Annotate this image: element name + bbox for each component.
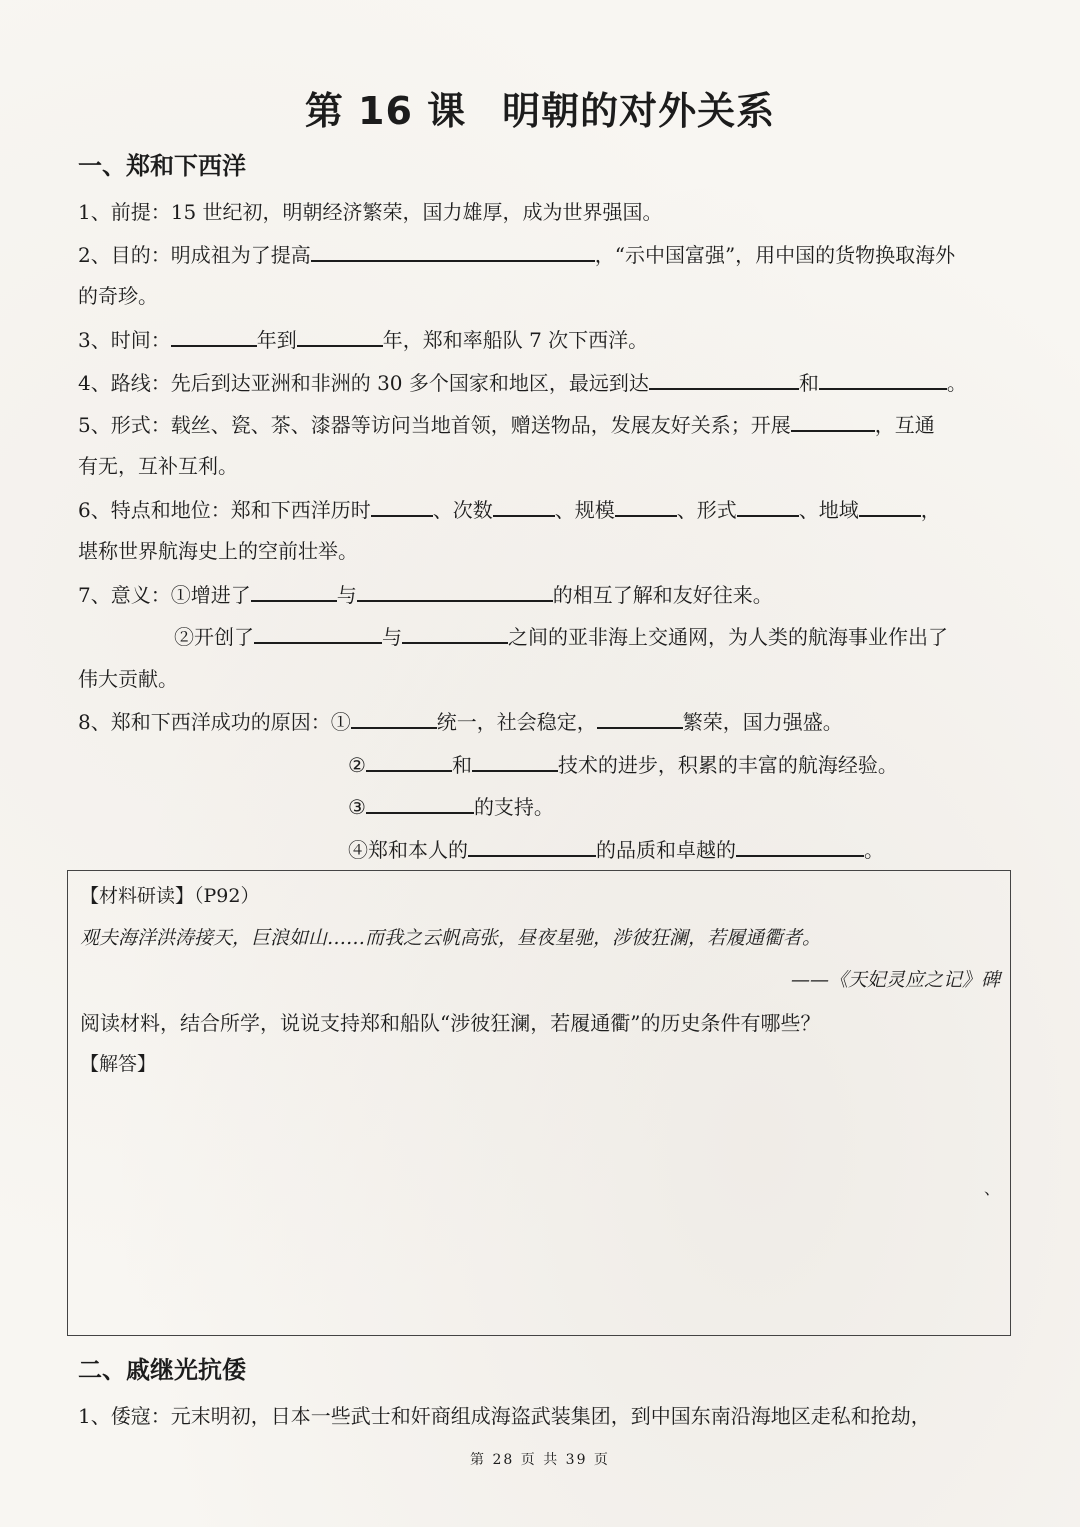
answer-label: 【解答】 bbox=[80, 1053, 157, 1075]
material-question: 阅读材料，结合所学，说说支持郑和船队“涉彼狂澜，若履通衢”的历史条件有哪些？ bbox=[80, 1011, 821, 1035]
fill-blank[interactable] bbox=[171, 325, 257, 347]
item-8-reasons-3: ③ 的支持。 bbox=[348, 792, 554, 821]
item-7-significance: 7、意义：①增进了 与 的相互了解和友好往来。 bbox=[78, 580, 773, 609]
material-source: ——《天妃灵应之记》碑 bbox=[790, 969, 1000, 991]
item-2-purpose-cont: 的奇珍。 bbox=[78, 284, 158, 308]
item-8-reasons-4: ④郑和本人的 的品质和卓越的 。 bbox=[348, 835, 884, 864]
fill-blank[interactable] bbox=[351, 707, 437, 729]
fill-blank[interactable] bbox=[251, 580, 337, 602]
section-heading-qijiguang: 二、戚继光抗倭 bbox=[78, 1356, 246, 1384]
item-7-significance-2: ②开创了 与 之间的亚非海上交通网，为人类的航海事业作出了 bbox=[174, 622, 948, 651]
fill-blank[interactable] bbox=[859, 495, 921, 517]
fill-blank[interactable] bbox=[736, 835, 864, 857]
fill-blank[interactable] bbox=[311, 240, 595, 262]
item-5-form: 5、形式：载丝、瓷、茶、漆器等访问当地首领，赠送物品，发展友好关系；开展 ，互通 bbox=[78, 410, 935, 439]
item-8-reasons-2: ② 和 技术的进步，积累的丰富的航海经验。 bbox=[348, 750, 898, 779]
fill-blank[interactable] bbox=[371, 495, 433, 517]
fill-blank[interactable] bbox=[493, 495, 555, 517]
material-quote: 观夫海洋洪涛接天，巨浪如山……而我之云帆高张，昼夜星驰，涉彼狂澜，若履通衢者。 bbox=[80, 927, 822, 949]
section2-item-1: 1、倭寇：元末明初，日本一些武士和奸商组成海盗武装集团，到中国东南沿海地区走私和抢劫， bbox=[78, 1404, 931, 1428]
fill-blank[interactable] bbox=[615, 495, 677, 517]
material-header: 【材料研读】（P92） bbox=[80, 885, 260, 907]
fill-blank[interactable] bbox=[357, 580, 553, 602]
item-4-route: 4、路线：先后到达亚洲和非洲的 30 多个国家和地区，最远到达 和 。 bbox=[78, 368, 967, 397]
item-5-form-cont: 有无，互补互利。 bbox=[78, 454, 238, 478]
section-heading-zhenghe: 一、郑和下西洋 bbox=[78, 152, 246, 180]
page-title bbox=[0, 80, 1080, 135]
item-2-purpose: 2、目的：明成祖为了提高 ，“示中国富强”，用中国的货物换取海外 bbox=[78, 240, 955, 269]
item-6-features-cont: 堪称世界航海史上的空前壮举。 bbox=[78, 539, 358, 563]
item-6-features: 6、特点和地位：郑和下西洋历时 、次数 、规模 、形式 、地域 ， bbox=[78, 495, 941, 524]
material-reading-box bbox=[67, 870, 1011, 1336]
item-8-reasons: 8、郑和下西洋成功的原因：① 统一，社会稳定， 繁荣，国力强盛。 bbox=[78, 707, 843, 736]
fill-blank[interactable] bbox=[791, 410, 875, 432]
fill-blank[interactable] bbox=[254, 622, 382, 644]
item-3-time: 3、时间： 年到 年，郑和率船队 7 次下西洋。 bbox=[78, 325, 648, 354]
fill-blank[interactable] bbox=[402, 622, 508, 644]
fill-blank[interactable] bbox=[819, 368, 947, 390]
fill-blank[interactable] bbox=[649, 368, 799, 390]
fill-blank[interactable] bbox=[472, 750, 558, 772]
fill-blank[interactable] bbox=[297, 325, 383, 347]
item-1-premise: 1、前提：15 世纪初，明朝经济繁荣，国力雄厚，成为世界强国。 bbox=[78, 200, 663, 224]
answer-area[interactable] bbox=[78, 1087, 998, 1323]
fill-blank[interactable] bbox=[366, 792, 474, 814]
fill-blank[interactable] bbox=[737, 495, 799, 517]
item-7-significance-cont: 伟大贡献。 bbox=[78, 667, 178, 691]
stray-mark: 、 bbox=[983, 1179, 1000, 1198]
fill-blank[interactable] bbox=[597, 707, 683, 729]
lesson-name: 明朝的对外关系 bbox=[502, 89, 776, 133]
page-number: 第 28 页 共 39 页 bbox=[470, 1452, 610, 1468]
lesson-number: 第 16 课 bbox=[304, 89, 467, 133]
fill-blank[interactable] bbox=[366, 750, 452, 772]
fill-blank[interactable] bbox=[468, 835, 596, 857]
